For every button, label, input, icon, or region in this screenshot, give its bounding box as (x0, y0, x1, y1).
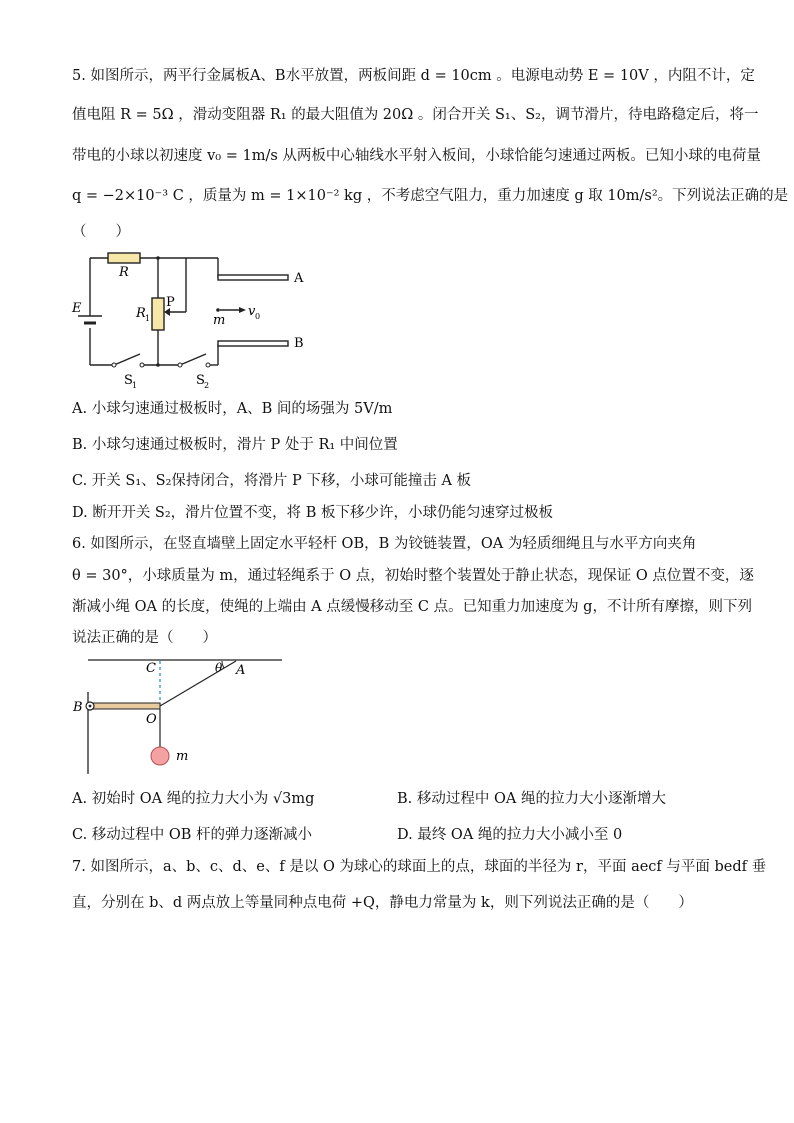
label-S1-sub: 1 (132, 381, 138, 390)
q5-line-4: q = −2×10⁻³ C ，质量为 m = 1×10⁻² kg ，不考虑空气阻力，重力加速度 g 取 10m/s²。下列说法正确的是 (72, 188, 789, 204)
q6-option-c: C. 移动过程中 OB 杆的弹力逐渐减小 (72, 827, 313, 843)
q5-line-2: 值电阻 R = 5Ω ，滑动变阻器 R₁ 的最大阻值为 20Ω 。闭合开关 S₁、S₂，调节滑片，待电路稳定后，将一 (72, 107, 759, 123)
q5-line-5: （ ） (72, 224, 130, 240)
q5-option-b: B. 小球匀速通过极板时，滑片 P 处于 R₁ 中间位置 (72, 437, 398, 453)
label-S1: S (124, 373, 133, 388)
q6-option-b: B. 移动过程中 OA 绳的拉力大小逐渐增大 (397, 791, 666, 807)
q6-option-a: A. 初始时 OA 绳的拉力大小为 √3mg (72, 791, 315, 807)
label-v0-sub: 0 (255, 312, 261, 321)
q6-rod-diagram (70, 652, 290, 777)
q5-option-a: A. 小球匀速通过极板时，A、B 间的场强为 5V/m (72, 401, 393, 417)
q5-option-d: D. 断开开关 S₂，滑片位置不变，将 B 板下移少许，小球仍能匀速穿过极板 (72, 505, 554, 521)
label-R1: R (136, 306, 146, 321)
q7-line-1: 7. 如图所示，a、b、c、d、e、f 是以 O 为球心的球面上的点，球面的半径为 r，平面 aecf 与平面 bedf 垂 (72, 859, 767, 875)
q5-line-1: 5. 如图所示，两平行金属板A、B水平放置，两板间距 d = 10cm 。电源电动势 E = 10V ，内阻不计，定 (72, 68, 755, 84)
label-B: B (73, 700, 83, 715)
label-plate-A: A (294, 271, 304, 286)
label-theta: θ (215, 661, 223, 675)
q6-line-2: θ = 30°，小球质量为 m，通过轻绳系于 O 点，初始时整个装置处于静止状态，现保证 O 点位置不变，逐 (72, 568, 754, 584)
q6-line-1: 6. 如图所示，在竖直墙壁上固定水平轻杆 OB，B 为铰链装置，OA 为轻质细绳且与水平方向夹角 (72, 536, 697, 552)
label-P: P (166, 295, 175, 310)
label-m: m (213, 313, 226, 328)
q7-line-2: 直，分别在 b、d 两点放上等量同种点电荷 +Q，静电力常量为 k，则下列说法正确的是（ ） (72, 895, 693, 911)
label-m: m (176, 749, 189, 764)
q6-line-4: 说法正确的是（ ） (72, 630, 217, 646)
label-R1-sub: 1 (145, 314, 151, 323)
q5-circuit-diagram (70, 248, 320, 393)
label-S2-sub: 2 (204, 381, 210, 390)
label-E: E (72, 301, 82, 316)
label-S2: S (196, 373, 205, 388)
label-plate-B: B (294, 336, 304, 351)
label-R: R (119, 265, 129, 280)
q5-option-c: C. 开关 S₁、S₂保持闭合，将滑片 P 下移，小球可能撞击 A 板 (72, 473, 472, 489)
label-O: O (146, 712, 157, 727)
label-v0: v (248, 304, 256, 319)
q5-line-3: 带电的小球以初速度 v₀ = 1m/s 从两板中心轴线水平射入板间，小球恰能匀速通过两板。已知小球的电荷量 (72, 148, 761, 164)
q6-option-d: D. 最终 OA 绳的拉力大小减小至 0 (397, 827, 623, 843)
label-A: A (236, 663, 246, 678)
label-C: C (146, 661, 156, 676)
q6-line-3: 渐减小绳 OA 的长度，使绳的上端由 A 点缓慢移动至 C 点。已知重力加速度为 g，不计所有摩擦，则下列 (72, 599, 752, 615)
